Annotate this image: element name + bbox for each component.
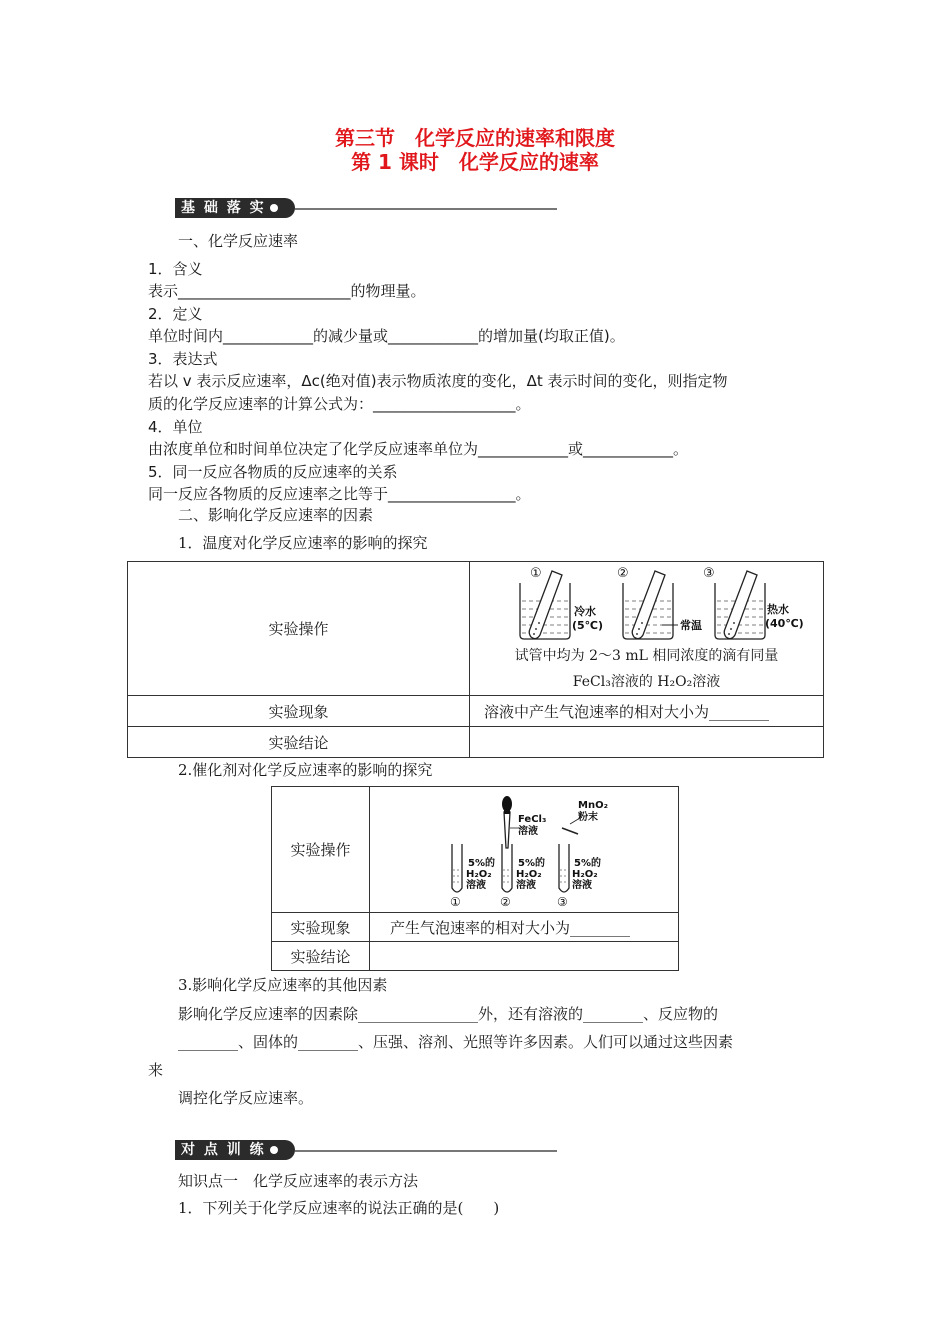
table-label: 实验结论 bbox=[128, 727, 470, 758]
knowledge-point-title: 知识点一 化学反应速率的表示方法 bbox=[178, 1172, 419, 1190]
table-value bbox=[470, 727, 824, 758]
figure-label: 粉末 bbox=[578, 811, 598, 823]
figure-label: 冷水 bbox=[574, 604, 596, 618]
experiment-title: 3.影响化学反应速率的其他因素 bbox=[178, 976, 388, 994]
table-label: 实验现象 bbox=[128, 696, 470, 727]
figure-label: 5%的 bbox=[518, 857, 545, 869]
paragraph-text: 影响化学反应速率的因素除________________外，还有溶液的________、反应物的 bbox=[178, 1005, 719, 1023]
figure-label: FeCl₃ bbox=[518, 813, 547, 825]
experiment-table-temperature bbox=[127, 561, 824, 758]
item-text: 表示_______________________的物理量。 bbox=[148, 282, 426, 300]
figure-label: 溶液 bbox=[466, 879, 486, 891]
section-rule bbox=[295, 208, 557, 210]
figure-number: ③ bbox=[703, 565, 715, 581]
section-heading: 一、化学反应速率 bbox=[178, 232, 299, 250]
item-text: 由浓度单位和时间单位决定了化学反应速率单位为____________或____________。 bbox=[148, 440, 689, 458]
section-rule bbox=[295, 1150, 557, 1152]
item-heading: 2．定义 bbox=[148, 305, 203, 323]
table-figure-cell bbox=[470, 562, 824, 696]
section-header-basics bbox=[175, 198, 560, 218]
item-text: 质的化学反应速率的计算公式为：___________________。 bbox=[148, 395, 531, 413]
figure-number: ② bbox=[500, 894, 511, 909]
table-label: 实验操作 bbox=[128, 562, 470, 696]
figure-caption: 试管中均为 2～3 mL 相同浓度的滴有同量 bbox=[514, 647, 779, 664]
item-text: 同一反应各物质的反应速率之比等于_________________。 bbox=[148, 485, 531, 503]
figure-number: ① bbox=[530, 565, 542, 581]
page-title: 第三节 化学反应的速率和限度 bbox=[335, 126, 615, 150]
figure-caption: FeCl₃溶液的 H₂O₂溶液 bbox=[572, 673, 721, 690]
experiment-title: 2.催化剂对化学反应速率的影响的探究 bbox=[178, 761, 433, 779]
experiment-table-catalyst bbox=[271, 786, 679, 971]
figure-number: ③ bbox=[557, 894, 568, 909]
figure-label: (40℃) bbox=[765, 616, 804, 630]
item-heading: 3．表达式 bbox=[148, 350, 218, 368]
experiment-title: 1．温度对化学反应速率的影响的探究 bbox=[178, 534, 428, 552]
figure-number: ① bbox=[450, 894, 461, 909]
item-heading: 1．含义 bbox=[148, 260, 203, 278]
table-value: 溶液中产生气泡速率的相对大小为________ bbox=[470, 696, 824, 727]
dot-icon bbox=[270, 1146, 278, 1154]
figure-label: 溶液 bbox=[572, 879, 592, 891]
figure-label: (5℃) bbox=[572, 618, 604, 632]
section-badge: 对 点 训 练 bbox=[175, 1140, 295, 1160]
item-text: 单位时间内____________的减少量或____________的增加量(均取正值)。 bbox=[148, 327, 625, 345]
table-label: 实验现象 bbox=[272, 913, 370, 942]
figure-number: ② bbox=[617, 565, 629, 581]
figure-label: MnO₂ bbox=[578, 799, 608, 811]
paragraph-text: 调控化学反应速率。 bbox=[178, 1089, 314, 1107]
figure-label: H₂O₂ bbox=[572, 868, 598, 880]
item-text: 若以 v 表示反应速率，Δc(绝对值)表示物质浓度的变化，Δt 表示时间的变化，则指定物 bbox=[148, 372, 728, 390]
figure-label: 5%的 bbox=[468, 857, 495, 869]
beaker-diagram bbox=[470, 563, 823, 643]
figure-label: 溶液 bbox=[518, 825, 538, 837]
dot-icon bbox=[270, 204, 278, 212]
test-tube-diagram bbox=[370, 788, 678, 912]
figure-label: H₂O₂ bbox=[466, 868, 492, 880]
table-value bbox=[370, 942, 679, 971]
table-figure-cell bbox=[370, 787, 679, 913]
item-heading: 5．同一反应各物质的反应速率的关系 bbox=[148, 463, 398, 481]
figure-label: 常温 bbox=[680, 618, 702, 632]
table-value: 产生气泡速率的相对大小为________ bbox=[370, 913, 679, 942]
section-badge: 基 础 落 实 bbox=[175, 198, 295, 218]
section-header-practice bbox=[175, 1140, 560, 1160]
table-label: 实验操作 bbox=[272, 787, 370, 913]
paragraph-text: ________、固体的________、压强、溶剂、光照等许多因素。人们可以通过这些因素 bbox=[178, 1033, 734, 1051]
figure-label: H₂O₂ bbox=[516, 868, 542, 880]
figure-label: 5%的 bbox=[574, 857, 601, 869]
item-heading: 4．单位 bbox=[148, 418, 203, 436]
section-heading: 二、影响化学反应速率的因素 bbox=[178, 506, 374, 524]
question-text: 1．下列关于化学反应速率的说法正确的是( ) bbox=[178, 1199, 500, 1217]
figure-label: 热水 bbox=[767, 602, 789, 616]
paragraph-text: 来 bbox=[148, 1061, 164, 1079]
table-label: 实验结论 bbox=[272, 942, 370, 971]
figure-label: 溶液 bbox=[516, 879, 536, 891]
page-subtitle: 第 1 课时 化学反应的速率 bbox=[351, 150, 599, 174]
